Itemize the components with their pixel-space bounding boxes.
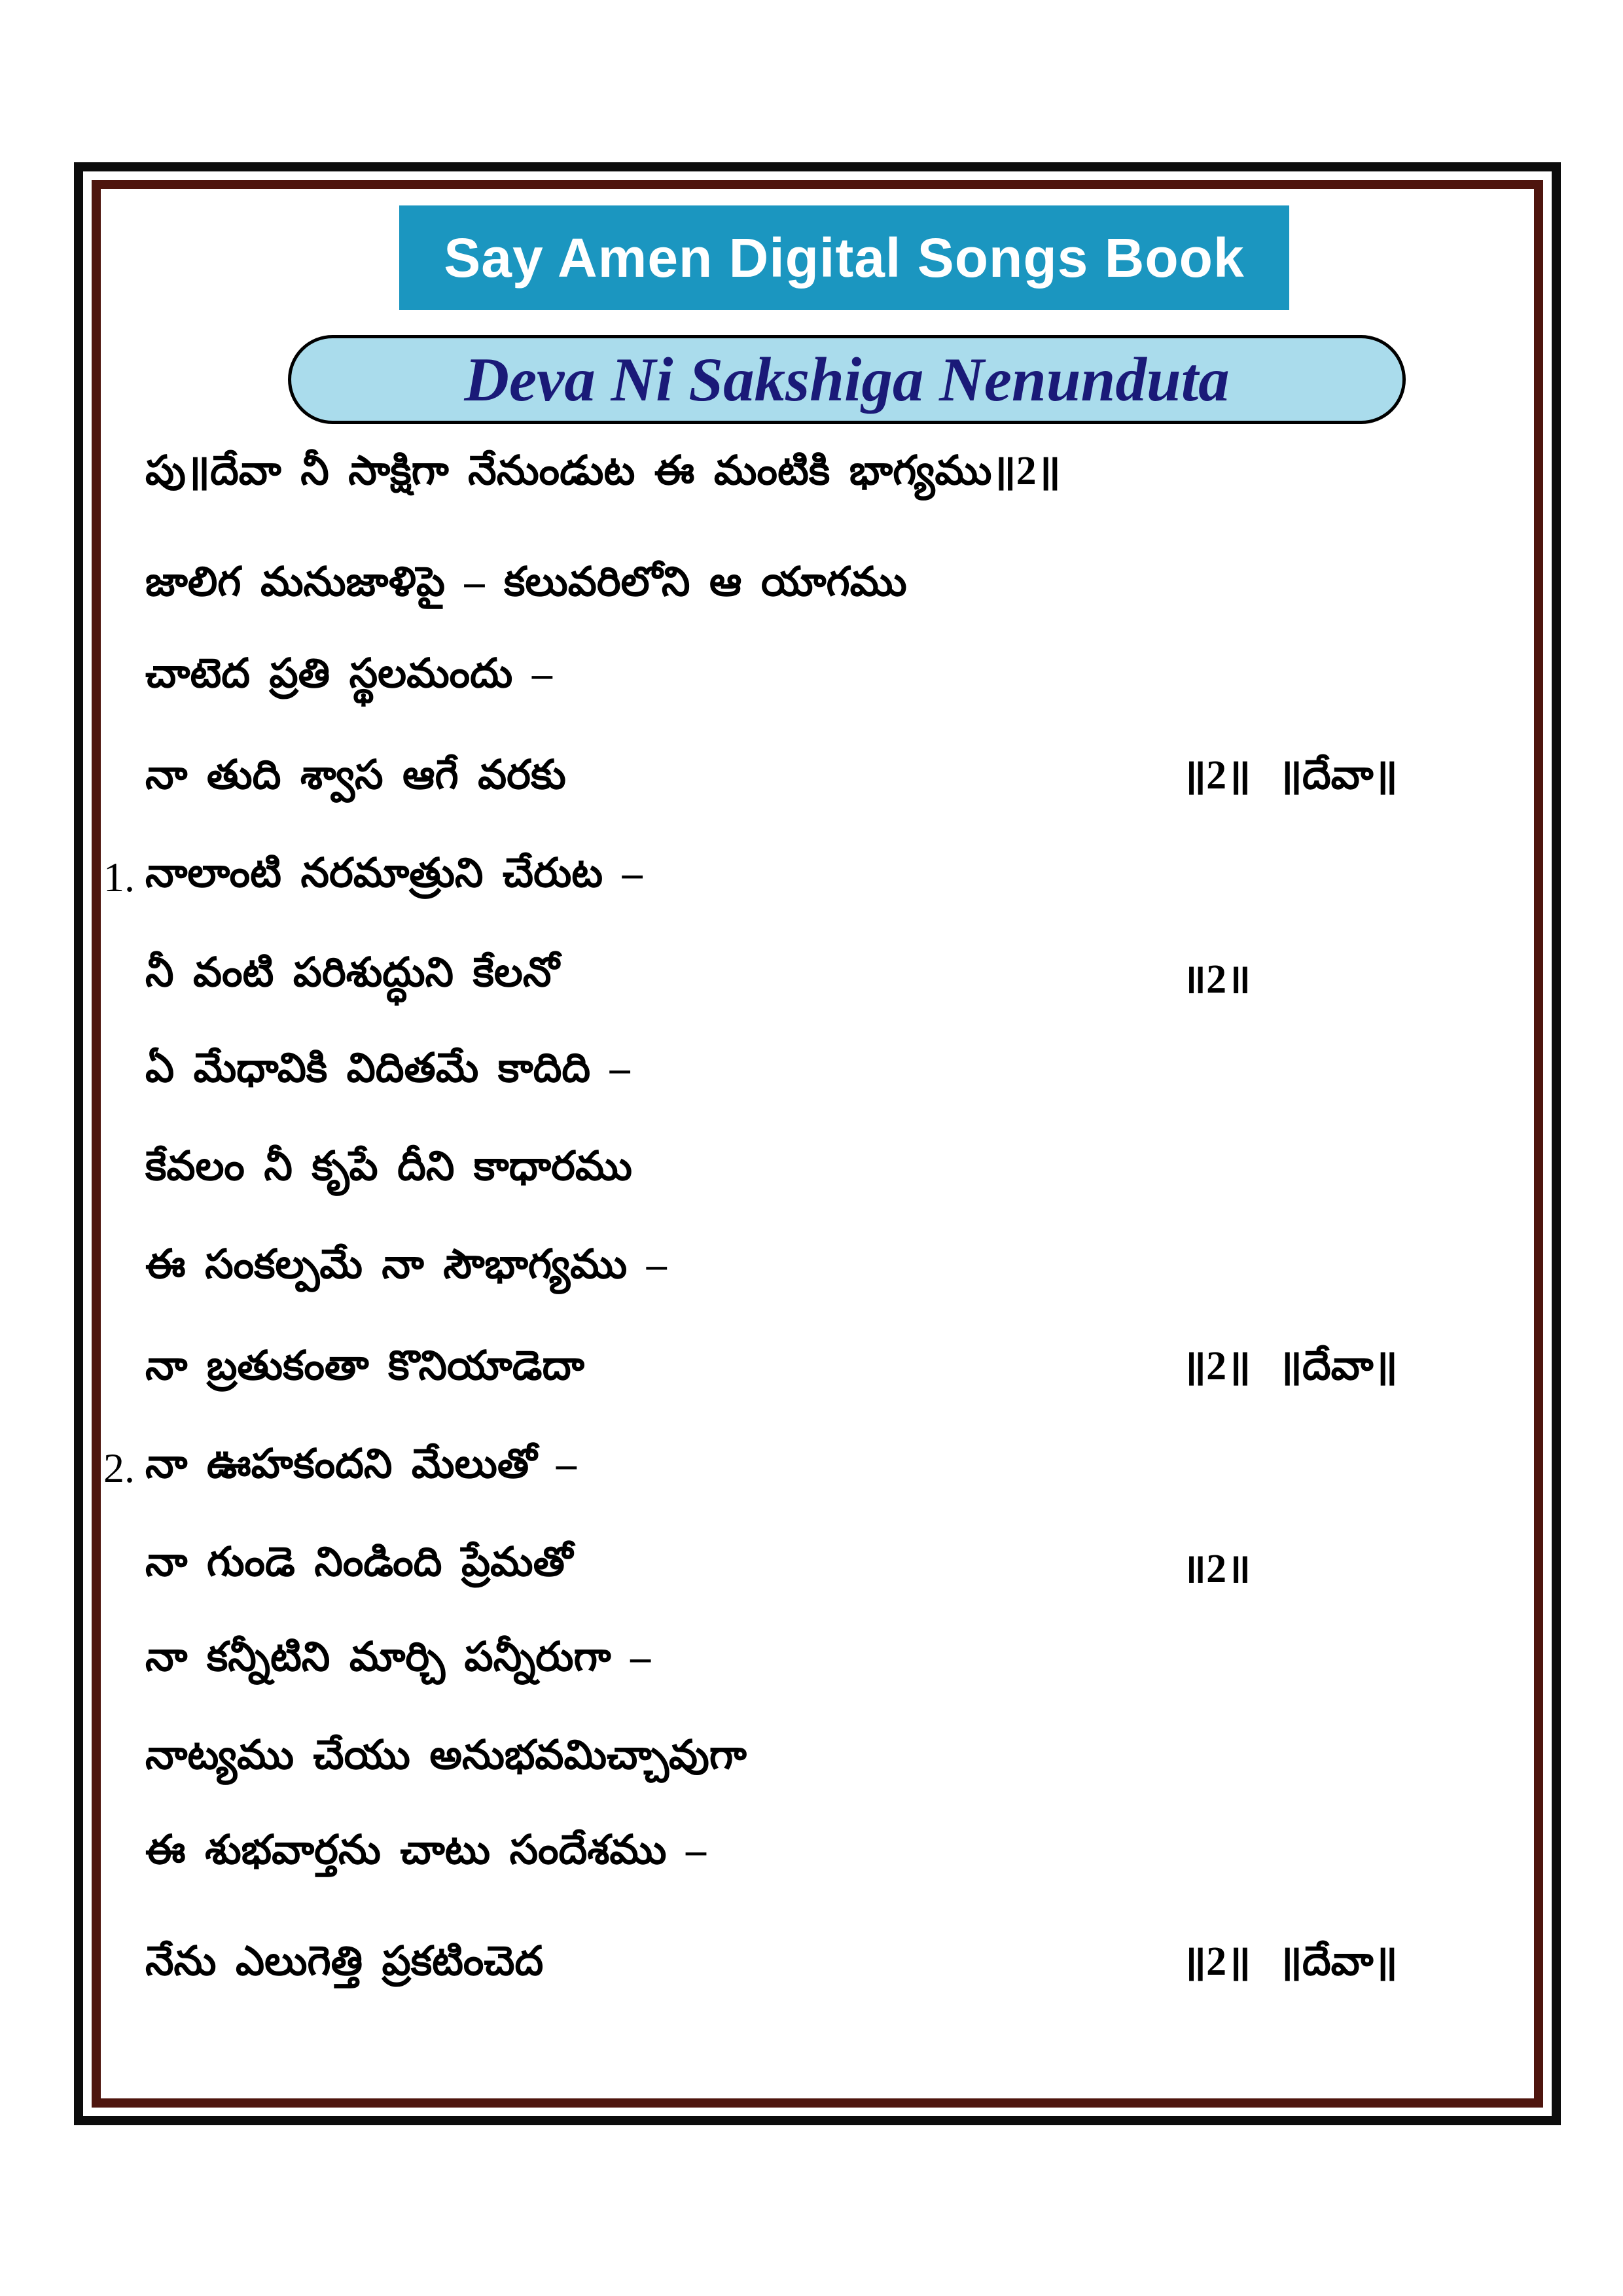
- lyric-line-verse1-6: [145, 1343, 1454, 1422]
- lyric-line-verse1-5: [145, 1242, 1454, 1320]
- verse-number: 2.: [103, 1445, 135, 1491]
- repeat-marker: ॥2॥ ॥దేవా॥: [1182, 1344, 1398, 1388]
- verse-number: 1.: [103, 854, 135, 900]
- repeat-marker: ॥2॥: [1182, 957, 1251, 1002]
- lyric-line-pallavi-1: [145, 448, 1454, 527]
- lyric-line-verse1-2: [145, 950, 1454, 1029]
- lyric-line-verse2-5: [145, 1828, 1454, 1906]
- lyric-text: పు॥దేవా నీ సాక్షిగా నేనుండుట ఈ మంటికి భాగ్యము॥2॥: [145, 449, 1061, 493]
- book-title-banner: [399, 205, 1289, 310]
- lyric-text: నా కన్నీటిని మార్చి పన్నీరుగా –: [145, 1635, 651, 1680]
- repeat-marker: ॥2॥ ॥దేవా॥: [1182, 1939, 1398, 1984]
- lyric-text: కేవలం నీ కృపే దీని కాధారము: [145, 1144, 632, 1189]
- lyric-line-verse1-4: [145, 1144, 1454, 1222]
- lyric-text: చాటెద ప్రతి స్థలమందు –: [145, 652, 552, 696]
- lyric-text: నా తుది శ్వాస ఆగే వరకు: [145, 753, 566, 798]
- song-title-pill: [288, 335, 1406, 424]
- lyric-line-verse1-1: [103, 851, 1454, 929]
- lyric-line-verse1-3: [145, 1046, 1454, 1124]
- lyric-text: జాలిగ మనుజాళిపై – కలువరిలోని ఆ యాగము: [145, 560, 907, 605]
- repeat-marker: ॥2॥ ॥దేవా॥: [1182, 753, 1398, 798]
- lyric-line-verse2-3: [145, 1634, 1454, 1713]
- book-title: Say Amen Digital Songs Book: [444, 226, 1245, 289]
- repeat-marker: ॥2॥: [1182, 1547, 1251, 1591]
- lyric-line-verse2-4: [145, 1733, 1454, 1811]
- lyric-text: ఈ సంకల్పమే నా సౌభాగ్యము –: [145, 1243, 667, 1287]
- lyric-text: ఈ శుభవార్తను చాటు సందేశము –: [145, 1828, 706, 1873]
- lyric-text: ఏ మేధావికి విదితమే కాదిది –: [145, 1046, 630, 1091]
- lyric-line-verse2-2: [145, 1540, 1454, 1618]
- lyric-line-pallavi-3: [145, 651, 1454, 730]
- song-title: Deva Ni Sakshiga Nenunduta: [464, 345, 1230, 414]
- lyric-line-verse2-1: [103, 1441, 1454, 1520]
- lyric-line-verse2-6: [145, 1939, 1454, 2017]
- lyric-text: నీ వంటి పరిశుద్ధుని కేలనో: [145, 951, 560, 995]
- lyric-line-pallavi-4: [145, 752, 1454, 831]
- lyric-line-pallavi-2: [145, 559, 1454, 638]
- lyric-text: నేను ఎలుగెత్తి ప్రకటించెద: [145, 1939, 544, 1984]
- lyric-text: నాట్యము చేయు అనుభవమిచ్చావుగా: [145, 1733, 747, 1778]
- lyric-text: నాలాంటి నరమాత్రుని చేరుట –: [145, 851, 643, 896]
- lyric-text: నా గుండె నిండింది ప్రేమతో: [145, 1540, 573, 1585]
- lyric-text: నా బ్రతుకంతా కొనియాడెదా: [145, 1344, 585, 1388]
- lyric-text: నా ఊహకందని మేలుతో –: [145, 1442, 577, 1487]
